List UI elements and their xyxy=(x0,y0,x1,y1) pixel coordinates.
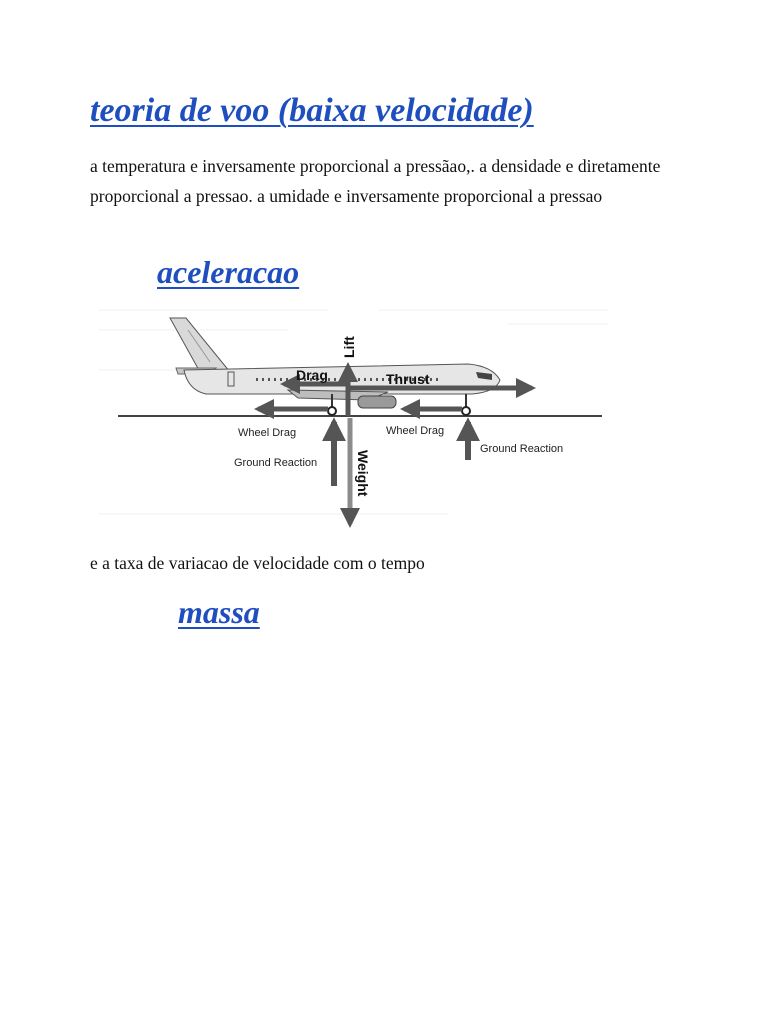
page-title: teoria de voo (baixa velocidade) xyxy=(90,92,534,129)
wheel-drag-label-left: Wheel Drag xyxy=(238,427,297,439)
ground-reaction-label-right: Ground Reaction xyxy=(480,443,564,455)
heading-massa: massa xyxy=(178,594,260,630)
lift-label: Lift xyxy=(341,336,357,358)
ground-reaction-label-left: Ground Reaction xyxy=(234,457,318,469)
drag-label: Drag xyxy=(296,367,328,383)
paragraph-acceleration-definition: e a taxa de variacao de velocidade com o tempo xyxy=(90,553,425,573)
wheel-drag-label-right: Wheel Drag xyxy=(386,425,445,437)
paragraph-pressure: a temperatura e inversamente proporcional a pressãao,. a densidade e diretamente proporcional a pressao. a umidade e inversamente proporcional a pressao xyxy=(90,156,661,206)
forces-diagram xyxy=(88,296,620,540)
weight-label: Weight xyxy=(355,450,371,497)
thrust-label: Thrust xyxy=(386,371,430,387)
airplane-icon xyxy=(170,318,500,415)
heading-aceleracao: aceleracao xyxy=(157,254,300,290)
airplane-forces-figure xyxy=(88,296,620,540)
